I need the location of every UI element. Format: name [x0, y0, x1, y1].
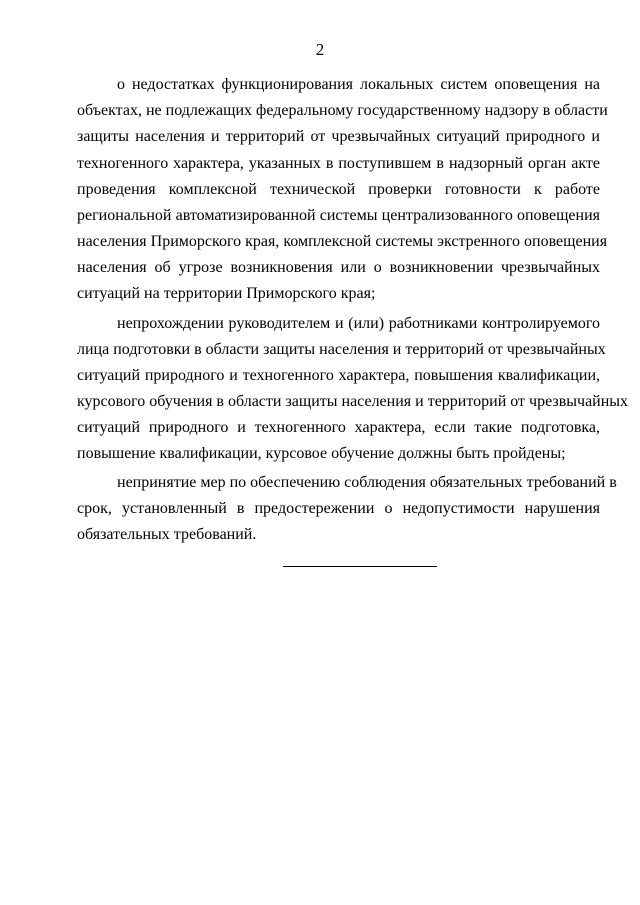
- paragraph-line: о недостатках функционирования локальных систем оповещения на: [117, 76, 600, 93]
- paragraph-line: проведения комплексной технической проверки готовности к работе: [77, 181, 600, 198]
- paragraph-line: повышение квалификации, курсовое обучение должны быть пройдены;: [77, 445, 566, 462]
- paragraph-line: техногенного характера, указанных в поступившем в надзорный орган акте: [77, 155, 600, 172]
- page-number: 2: [315, 40, 325, 59]
- paragraph-line: региональной автоматизированной системы централизованного оповещения: [77, 207, 600, 224]
- paragraph-line: объектах, не подлежащих федеральному государственному надзору в области: [77, 102, 608, 119]
- end-of-document-rule: [283, 566, 437, 567]
- paragraph-line: непрохождении руководителем и (или) работниками контролируемого: [117, 315, 600, 332]
- paragraph-line: курсового обучения в области защиты населения и территорий от чрезвычайных: [77, 393, 629, 410]
- paragraph-line: защиты населения и территорий от чрезвычайных ситуаций природного и: [77, 128, 600, 145]
- paragraph-line: непринятие мер по обеспечению соблюдения обязательных требований в: [117, 474, 617, 491]
- paragraph-line: населения об угрозе возникновения или о возникновении чрезвычайных: [77, 259, 600, 276]
- paragraph-line: лица подготовки в области защиты населения и территорий от чрезвычайных: [77, 341, 606, 358]
- paragraph-line: ситуаций на территории Приморского края;: [77, 285, 376, 302]
- paragraph-line: ситуаций природного и техногенного характера, если такие подготовка,: [77, 419, 600, 436]
- paragraph-line: населения Приморского края, комплексной системы экстренного оповещения: [77, 233, 608, 250]
- paragraph-line: обязательных требований.: [77, 526, 257, 543]
- paragraph-line: срок, установленный в предостережении о недопустимости нарушения: [77, 500, 600, 517]
- paragraph-line: ситуаций природного и техногенного характера, повышения квалификации,: [77, 367, 600, 384]
